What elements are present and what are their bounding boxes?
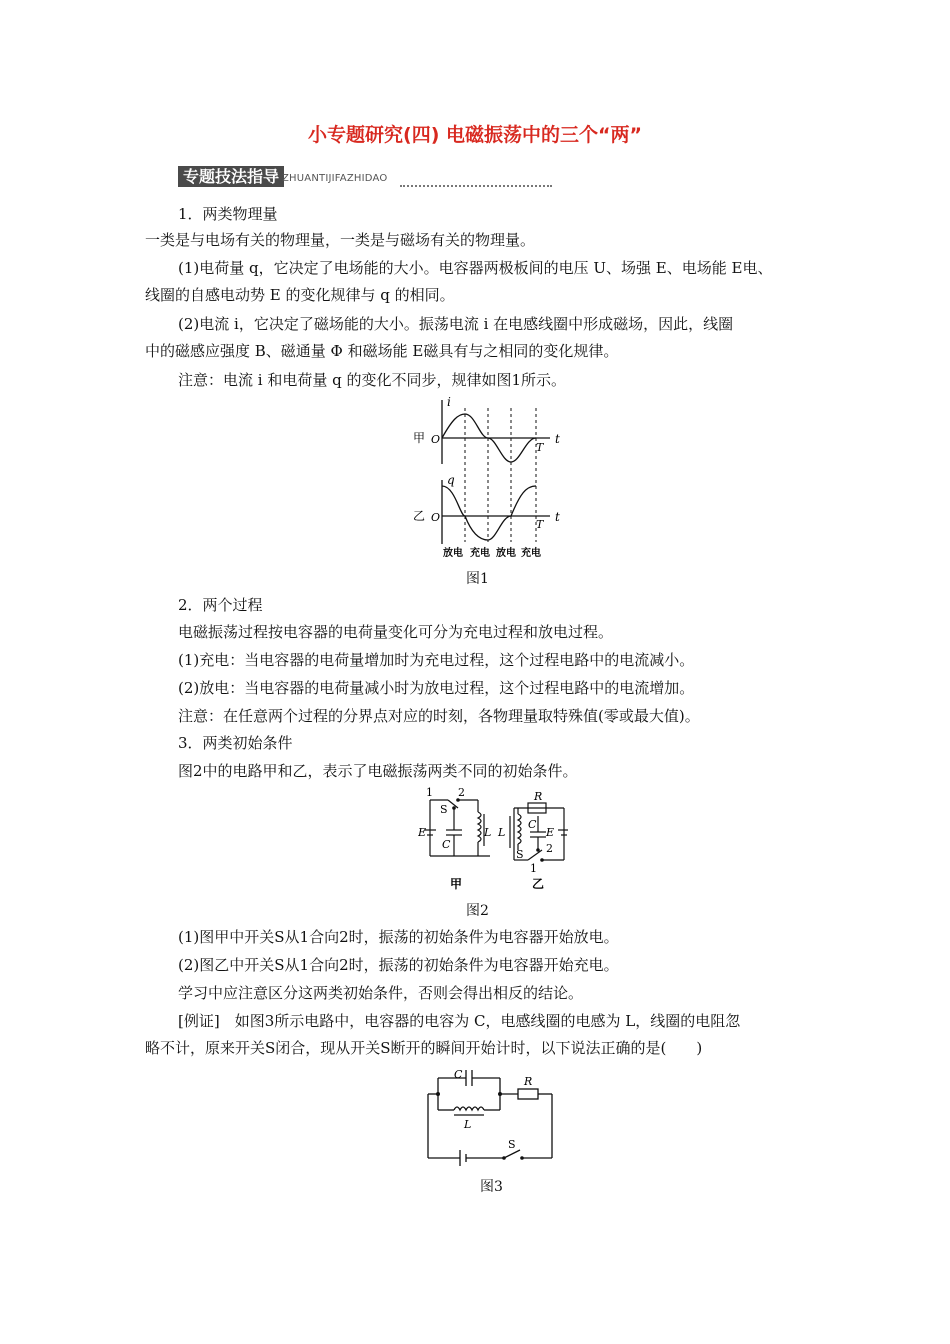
figure3-inductor — [454, 1107, 484, 1110]
figure1-period-label: T — [536, 518, 544, 531]
figure1-top-graph-label: 甲 — [413, 431, 426, 445]
figure1-origin-label: O — [431, 433, 441, 446]
figure1-phase-label: 放电 — [443, 548, 463, 559]
section1-note: 注意：电流 i 和电荷量 q 的变化不同步，规律如图1所示。 — [178, 371, 567, 389]
figure3-circuit — [420, 1066, 560, 1166]
figure3-switch-label: S — [508, 1138, 516, 1151]
figure2-inductor-label: L — [484, 826, 492, 839]
example-text: [例证] 如图3所示电路中，电容器的电容为 C，电感线圈的电感为 L，线圈的电阻忽 — [178, 1012, 741, 1030]
figure2-cap-label: C — [528, 818, 537, 831]
figure2-emf-label: E — [418, 826, 427, 839]
figure2-switch-blade — [528, 850, 542, 860]
section1-heading: 1．两类物理量 — [178, 205, 278, 223]
figure2-switch-label: S — [516, 848, 524, 861]
figure1-caption: 图1 — [466, 571, 489, 587]
figure2-terminal-label: 1 — [530, 862, 537, 875]
section2-note: 注意：在任意两个过程的分界点对应的时刻，各物理量取特殊值(零或最大值)。 — [178, 707, 700, 725]
figure2-switch-label: S — [440, 803, 448, 816]
figure2-circuits — [418, 786, 568, 894]
section1-paragraph: (2)电流 i，它决定了磁场能的大小。振荡电流 i 在电感线圈中形成磁场，因此，线圈 — [178, 315, 734, 333]
figure1-top-y-label: i — [447, 395, 451, 409]
section1-paragraph: 一类是与电场有关的物理量，一类是与磁场有关的物理量。 — [145, 231, 536, 249]
section3-paragraph: (1)图甲中开关S从1合向2时，振荡的初始条件为电容器开始放电。 — [178, 928, 619, 946]
figure1-graphs — [410, 394, 570, 562]
section2-paragraph: 电磁振荡过程按电容器的电荷量变化可分为充电过程和放电过程。 — [178, 623, 614, 641]
figure1-x-label: t — [555, 432, 560, 446]
section3-paragraph: 图2中的电路甲和乙，表示了电磁振荡两类不同的初始条件。 — [178, 762, 578, 780]
figure1-bottom-y-label: q — [447, 473, 455, 487]
section1-paragraph: (1)电荷量 q，它决定了电场能的大小。电容器两极板间的电压 U、场强 E、电场能 E电、 — [178, 259, 773, 277]
figure3-inductor-label: L — [464, 1118, 472, 1131]
figure3-caption: 图3 — [480, 1179, 503, 1195]
figure1-origin-label: O — [431, 511, 441, 524]
example-text: 略不计，原来开关S闭合，现从开关S断开的瞬间开始计时，以下说法正确的是( ) — [145, 1039, 703, 1057]
figure2-right-label: 乙 — [532, 877, 545, 891]
figure2-terminal-label: 2 — [546, 842, 553, 855]
figure2-left-label: 甲 — [450, 877, 463, 891]
figure1-phase-label: 充电 — [470, 548, 490, 559]
figure2-emf-label: E — [546, 826, 555, 839]
figure2-resistor-label: R — [534, 790, 543, 803]
section3-paragraph: 学习中应注意区分这两类初始条件，否则会得出相反的结论。 — [178, 984, 584, 1002]
figure3-resistor — [518, 1089, 538, 1099]
section-banner: 专题技法指导 — [178, 166, 284, 187]
section1-paragraph: 中的磁感应强度 B、磁通量 Φ 和磁场能 E磁具有与之相同的变化规律。 — [145, 342, 619, 360]
figure1-charge-curve — [442, 486, 536, 540]
figure1-x-label: t — [555, 510, 560, 524]
figure1-phase-label: 放电 — [496, 548, 516, 559]
section3-paragraph: (2)图乙中开关S从1合向2时，振荡的初始条件为电容器开始充电。 — [178, 956, 619, 974]
figure2-inductor — [518, 814, 521, 844]
figure2-inductor-label: L — [498, 826, 506, 839]
figure2-terminal-label: 1 — [426, 786, 433, 799]
figure1-period-label: T — [536, 441, 544, 454]
section3-heading: 3．两类初始条件 — [178, 734, 293, 752]
figure3-cap-label: C — [454, 1068, 463, 1081]
section2-heading: 2．两个过程 — [178, 596, 263, 614]
figure1-bottom-graph-label: 乙 — [413, 509, 426, 523]
section1-paragraph: 线圈的自感电动势 E 的变化规律与 q 的相同。 — [145, 286, 455, 304]
page-title: 小专题研究(四) 电磁振荡中的三个“两” — [308, 124, 642, 146]
section2-paragraph: (2)放电：当电容器的电荷量减小时为放电过程，这个过程电路中的电流增加。 — [178, 679, 695, 697]
figure3-resistor-label: R — [524, 1075, 533, 1088]
section2-paragraph: (1)充电：当电容器的电荷量增加时为充电过程，这个过程电路中的电流减小。 — [178, 651, 695, 669]
section-banner-english: ZHUANTIJIFAZHIDAO — [282, 173, 388, 184]
figure2-caption: 图2 — [466, 903, 489, 919]
figure2-cap-label: C — [442, 838, 451, 851]
figure3-switch-blade — [504, 1150, 520, 1158]
figure1-phase-label: 充电 — [521, 548, 541, 559]
figure2-inductor — [478, 812, 481, 842]
figure2-terminal-label: 2 — [458, 786, 465, 799]
banner-dotted-rule — [400, 185, 552, 187]
